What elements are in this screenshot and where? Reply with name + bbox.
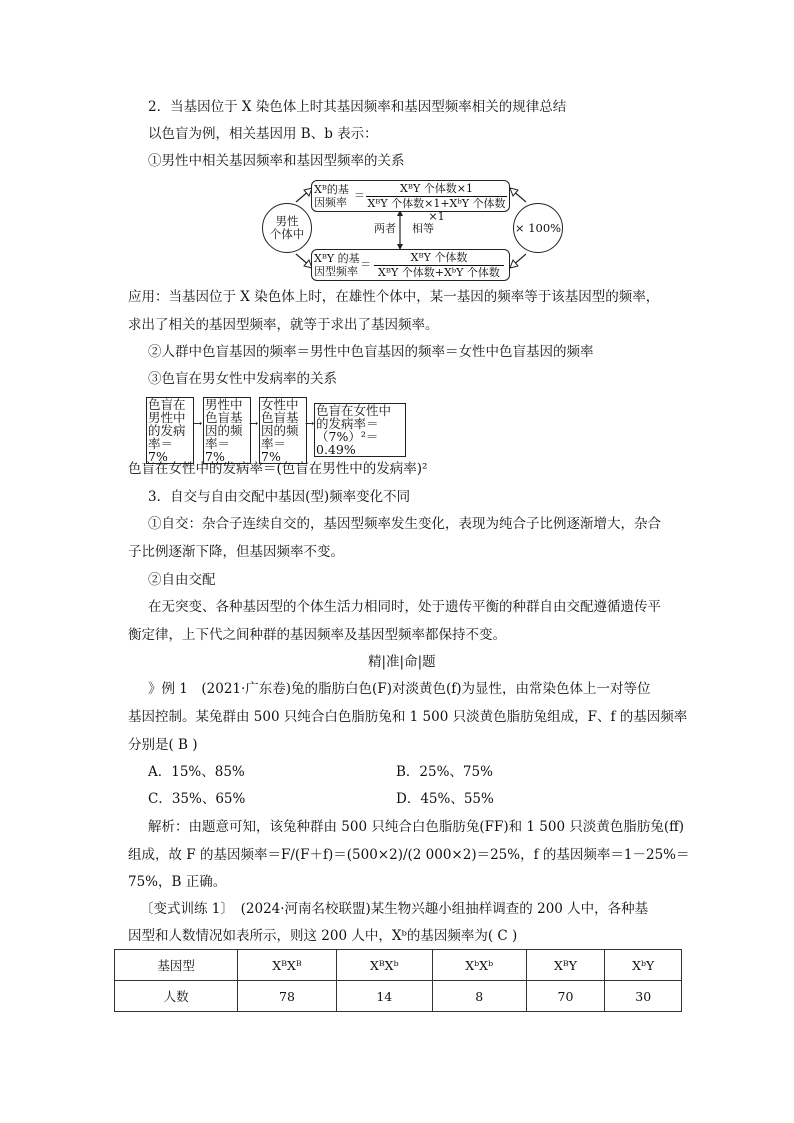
- flow-box-2-line: 色盲基: [205, 410, 243, 425]
- analysis-line-2: 组成，故 F 的基因频率＝F/(F＋f)＝(500×2)/(2 000×2)＝25%，f 的基因频率＝1－25%＝: [128, 847, 690, 863]
- table-row: [115, 981, 682, 1012]
- variant-line-1: 〔变式训练 1〕 (2024·河南名校联盟)某生物兴趣小组抽样调查的 200 人中，各种基: [140, 901, 649, 917]
- flow-box-2-line: 男性中: [205, 397, 243, 412]
- flow-box-female-incidence: [314, 403, 406, 457]
- free-mating-title: ②自由交配: [148, 572, 216, 588]
- table-header-cell: XᵇXᵇ: [432, 950, 526, 981]
- example-line-3: 分别是( B ): [128, 737, 198, 753]
- flow-box-4-line: 的发病率＝: [316, 416, 379, 431]
- table-header-cell: XᵇY: [605, 950, 682, 981]
- table-cell: 14: [336, 981, 432, 1012]
- table-header-cell: 基因型: [115, 950, 238, 981]
- times-100-label: × 100%: [514, 220, 562, 235]
- analysis-line-3: 75%，B 正确。: [128, 874, 227, 890]
- table-header-cell: XᴮXᵇ: [336, 950, 432, 981]
- option-d: D．45%、55%: [396, 791, 494, 807]
- application-line-1: 应用：当基因位于 X 染色体上时，在雄性个体中，某一基因的频率等于该基因型的频率，: [128, 289, 660, 305]
- table-cell: 8: [432, 981, 526, 1012]
- flow-box-1-line: 率＝7%: [148, 436, 174, 464]
- allele-frequency-label: Xᴮ的基 因频率: [314, 183, 349, 209]
- free-mating-line-1: 在无突变、各种基因型的个体生活力相同时，处于遗传平衡的种群自由交配遵循遗传平: [148, 599, 661, 615]
- variant-line-2: 因型和人数情况如表所示，则这 200 人中，Xᵇ的基因频率为( C ): [128, 928, 518, 944]
- top-equals: ＝: [354, 189, 365, 202]
- item-2: ②人群中色盲基因的频率＝男性中色盲基因的频率＝女性中色盲基因的频率: [148, 344, 594, 360]
- top-numerator: XᴮY 个体数×1: [400, 182, 473, 195]
- allele-frequency-box: [311, 180, 510, 223]
- bottom-denominator: XᴮY 个体数+XᵇY 个体数: [378, 266, 500, 279]
- table-row-label: 人数: [115, 981, 238, 1012]
- flow-box-1-line: 男性中: [148, 410, 186, 425]
- table-cell: 78: [238, 981, 336, 1012]
- table-header-cell: XᴮXᴮ: [238, 950, 336, 981]
- times-100-circle: [513, 203, 563, 253]
- heading-3: 3．自交与自由交配中基因(型)频率变化不同: [148, 489, 411, 505]
- flow-box-2-line: 因的频: [205, 423, 243, 438]
- flow-arrow-icon: →: [193, 417, 203, 430]
- flow-box-male-incidence: [146, 397, 194, 464]
- flow-box-4-line: 色盲在女性中: [316, 403, 392, 418]
- table-header-cell: XᴮY: [526, 950, 605, 981]
- intro-text: 以色盲为例，相关基因用 B、b 表示：: [148, 126, 378, 142]
- flow-box-1-line: 的发病: [148, 423, 186, 438]
- application-line-2: 求出了相关的基因型频率，就等于求出了基因频率。: [128, 317, 439, 333]
- both-label: 两者: [374, 222, 396, 235]
- flow-box-3-line: 女性中: [261, 397, 299, 412]
- flow-box-3-line: 率＝7%: [261, 436, 287, 464]
- genotype-frequency-label: XᴮY 的基 因型频率: [314, 252, 360, 278]
- flow-box-4-line: （7%）²＝0.49%: [316, 429, 379, 457]
- flow-arrow-icon: →: [249, 417, 259, 430]
- item-1: ①男性中相关基因频率和基因型频率的关系: [148, 153, 405, 169]
- flow-box-1-line: 色盲在: [148, 397, 186, 412]
- flow-arrow-icon: →: [305, 417, 315, 430]
- option-b: B．25%、75%: [396, 764, 493, 780]
- selfing-line-1: ①自交：杂合子连续自交的，基因型频率发生变化，表现为纯合子比例逐渐增大，杂合: [148, 516, 661, 532]
- flow-box-male-gene: [203, 397, 251, 464]
- heading-2: 2．当基因位于 X 染色体上时其基因频率和基因型频率相关的规律总结: [148, 99, 567, 115]
- section-title: 精|准|命|题: [368, 654, 436, 670]
- male-individual-label: 男性 个体中: [269, 214, 305, 241]
- flow-box-2-line: 率＝7%: [205, 436, 231, 464]
- item-3: ③色盲在男女性中发病率的关系: [148, 371, 337, 387]
- table-cell: 70: [526, 981, 605, 1012]
- option-a: A．15%、85%: [148, 764, 245, 780]
- analysis-line-1: 解析：由题意可知，该兔种群由 500 只纯合白色脂肪兔(FF)和 1 500 只淡黄色脂肪兔(ff): [148, 819, 684, 835]
- incidence-formula: 色盲在女性中的发病率＝(色盲在男性中的发病率)²: [128, 461, 428, 477]
- table-header-row: [115, 950, 682, 981]
- bottom-equals: ＝: [360, 258, 371, 271]
- table-cell: 30: [605, 981, 682, 1012]
- example-line-1: 》例 1 (2021·广东卷)兔的脂肪白色(F)对淡黄色(f)为显性，由常染色体上一对等位: [148, 681, 651, 697]
- flow-box-3-line: 因的频: [261, 423, 299, 438]
- bottom-numerator: XᴮY 个体数: [410, 251, 468, 264]
- free-mating-line-2: 衡定律，上下代之间种群的基因频率及基因型频率都保持不变。: [128, 627, 506, 643]
- flow-box-3-line: 色盲基: [261, 410, 299, 425]
- top-denominator: XᴮY 个体数×1+XᵇY 个体数×1: [367, 197, 506, 223]
- flow-box-female-gene: [259, 397, 307, 464]
- genotype-frequency-box: [311, 249, 510, 281]
- genotype-table: [114, 949, 682, 1012]
- option-c: C．35%、65%: [148, 791, 246, 807]
- selfing-line-2: 子比例逐渐下降，但基因频率不变。: [128, 544, 344, 560]
- equal-label: 相等: [412, 222, 434, 235]
- example-line-2: 基因控制。某兔群由 500 只纯合白色脂肪兔和 1 500 只淡黄色脂肪兔组成，F、f 的基因频率: [128, 709, 688, 725]
